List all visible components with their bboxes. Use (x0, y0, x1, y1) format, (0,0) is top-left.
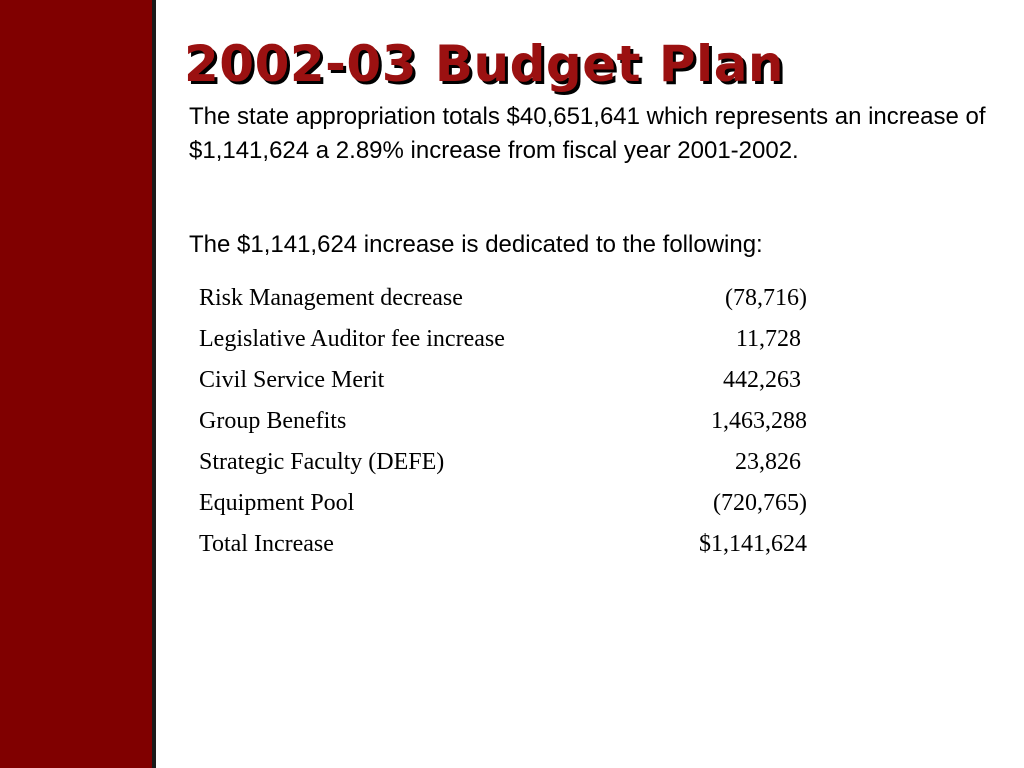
row-label: Equipment Pool (199, 490, 355, 516)
row-amount: 11,728 (735, 326, 801, 352)
row-amount: (720,765) (713, 490, 807, 516)
row-label: Risk Management decrease (199, 285, 463, 311)
total-label: Total Increase (199, 531, 334, 557)
row-label: Legislative Auditor fee increase (199, 326, 505, 352)
row-label: Civil Service Merit (199, 367, 385, 393)
table-row (199, 401, 811, 442)
table-row (199, 319, 811, 360)
row-label: Strategic Faculty (DEFE) (199, 449, 445, 475)
row-amount: (78,716) (725, 285, 807, 311)
sidebar-divider (152, 0, 156, 768)
table-row (199, 483, 811, 524)
row-amount: 442,263 (723, 367, 801, 393)
row-label: Group Benefits (199, 408, 347, 434)
slide-title: 2002-03 Budget Plan (184, 35, 785, 93)
table-row (199, 442, 811, 483)
increase-lead-text: The $1,141,624 increase is dedicated to the following: (189, 231, 763, 258)
table-row (199, 278, 811, 319)
appropriation-paragraph: The state appropriation totals $40,651,641 which represents an increase of $1,141,624 a 2.89% increase from fiscal year 2001-2002. (189, 103, 986, 164)
total-amount: $1,141,624 (699, 531, 807, 557)
left-sidebar-band (0, 0, 152, 768)
budget-table (199, 278, 811, 565)
table-row (199, 360, 811, 401)
row-amount: 23,826 (735, 449, 801, 475)
table-row-total (199, 524, 811, 565)
row-amount: 1,463,288 (711, 408, 807, 434)
